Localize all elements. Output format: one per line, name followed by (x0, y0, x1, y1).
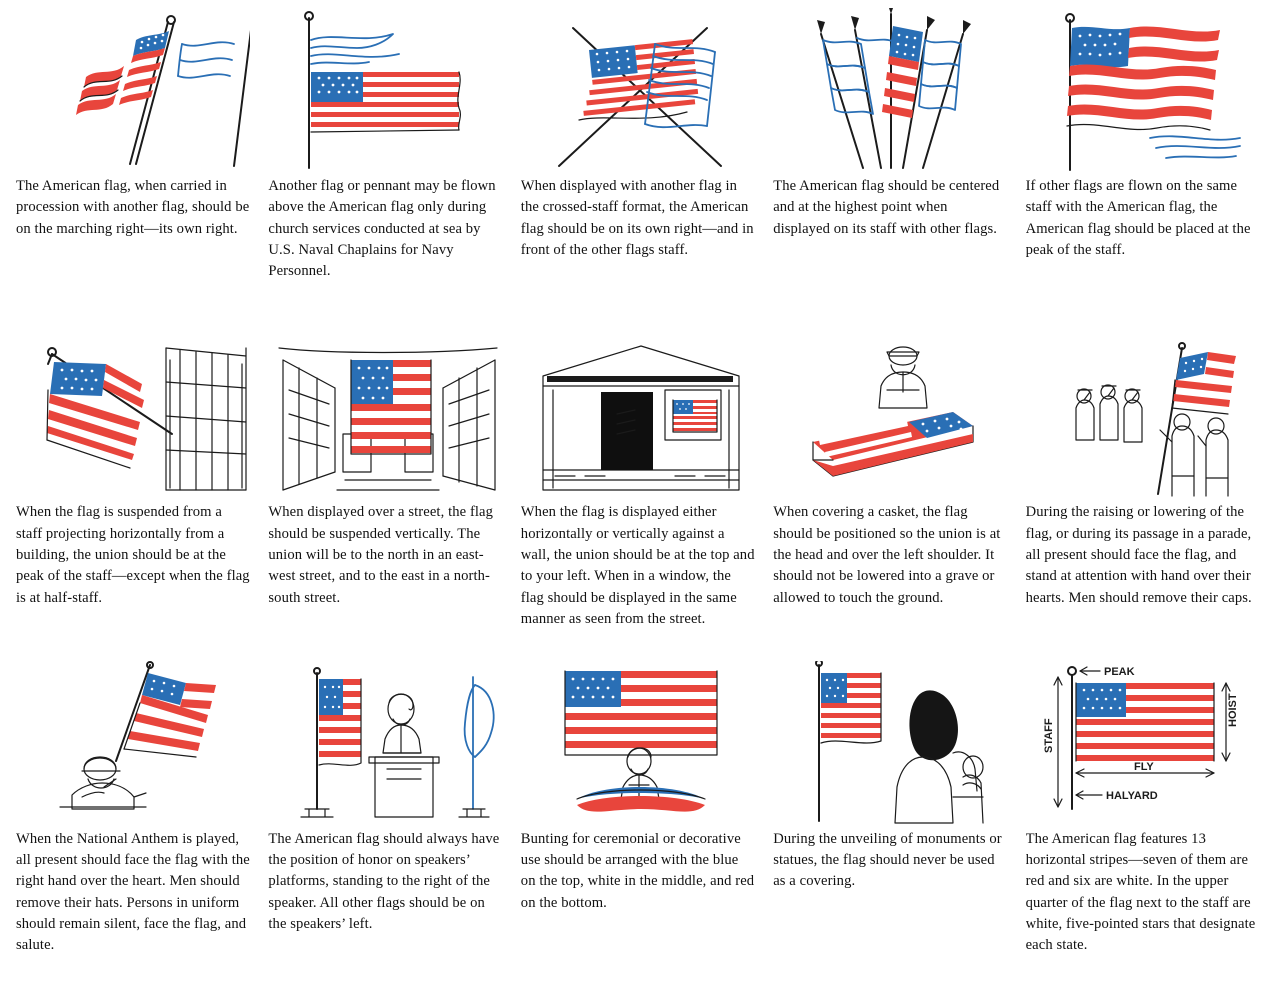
panel-8 (521, 334, 759, 656)
flag-suspended-over-street-illustration (268, 334, 506, 502)
panel-1 (16, 8, 254, 330)
flag-projecting-from-building-illustration (16, 334, 254, 502)
panel-2 (268, 8, 506, 330)
flag-centered-highest-point-group-illustration (773, 8, 1011, 176)
label-fly: FLY (1133, 760, 1154, 773)
panel-caption: When covering a casket, the flag should be positioned so the union is at the head and over the left shoulder. It should not be lowered into a grave or allowed to touch the ground. (773, 504, 1001, 606)
monument-unveiling-illustration (773, 661, 1011, 829)
flag-carried-in-procession-illustration (16, 8, 254, 176)
panel-caption: Another flag or pennant may be flown above the American flag only during church services conducted at sea by U.S. Naval Chaplains for Navy Personnel. (268, 178, 496, 280)
panel-caption: When displayed with another flag in the crossed-staff format, the American flag should be on its own right—and in front of the other flags staff. (520, 178, 754, 258)
label-peak: PEAK (1103, 665, 1135, 678)
panel-caption: During the unveiling of monuments or statues, the flag should never be used as a covering. (773, 830, 1002, 890)
flag-on-speakers-platform-illustration (268, 661, 506, 829)
panel-caption: The American flag, when carried in procession with another flag, should be on the marching right—its own right. (16, 178, 250, 237)
label-staff: STAFF (1042, 718, 1055, 753)
flag-parts-diagram (1026, 661, 1264, 829)
panel-caption: When the flag is suspended from a staff projecting horizontally from a building, the union should be at the peak of the staff—except when the flag is at half-staff. (16, 504, 250, 606)
panel-12 (268, 661, 506, 983)
panel-caption: The American flag should be centered and at the highest point when displayed on its staff with other flags. (773, 178, 1000, 237)
panel-7 (268, 334, 506, 656)
pennant-above-flag-church-pennant-illustration (268, 8, 506, 176)
flag-against-wall-and-window-illustration (521, 334, 759, 502)
panel-caption: When displayed over a street, the flag should be suspended vertically. The union will be to the north in an east-west street, and to the east in a north-south street. (268, 504, 494, 606)
crossed-staff-flags-illustration (521, 8, 759, 176)
panel-caption: Bunting for ceremonial or decorative use should be arranged with the blue on the top, white in the middle, and red on the bottom. (520, 830, 755, 911)
panel-caption: When the flag is displayed either horizontally or vertically against a wall, the union should be at the top and to your left. When in a window, the flag should be displayed in the same manner as seen from the street. (520, 504, 755, 627)
panel-4 (773, 8, 1011, 330)
panel-15 (1026, 661, 1264, 983)
label-hoist: HOIST (1226, 693, 1239, 727)
panel-caption: During the raising or lowering of the flag, or during its passage in a parade, all present should face the flag, and stand at attention with hand over their hearts. Men should remove their caps. (1025, 504, 1252, 606)
panel-11 (16, 661, 254, 983)
flag-raising-lowering-parade-salute-illustration (1026, 334, 1264, 502)
panel-13 (521, 661, 759, 983)
panel-caption: The American flag should always have the position of honor on speakers’ platforms, standing to the right of the speaker. All other flags should be on the speakers’ left. (268, 830, 500, 932)
flag-covering-casket-illustration (773, 334, 1011, 502)
label-halyard: HALYARD (1105, 789, 1158, 802)
panel-10 (1026, 334, 1264, 656)
panel-grid (16, 8, 1264, 983)
panel-3 (521, 8, 759, 330)
bunting-arrangement-illustration (521, 661, 759, 829)
panel-6 (16, 334, 254, 656)
panel-caption: When the National Anthem is played, all present should face the flag with the right hand over the heart. Men should remove their hats. Persons in uniform should remain silent, face the flag, and salute. (16, 830, 250, 954)
panel-14 (773, 661, 1011, 983)
panel-caption: The American flag features 13 horizontal stripes—seven of them are red and six are white. In the upper quarter of the flag next to the staff are white, five-pointed stars that designate each state. (1025, 830, 1256, 954)
panel-5 (1026, 8, 1264, 330)
flag-at-peak-of-staff-illustration (1026, 8, 1264, 176)
panel-caption: If other flags are flown on the same staff with the American flag, the American flag should be placed at the peak of the staff. (1025, 178, 1251, 258)
national-anthem-hand-over-heart-illustration (16, 661, 254, 829)
panel-9 (773, 334, 1011, 656)
